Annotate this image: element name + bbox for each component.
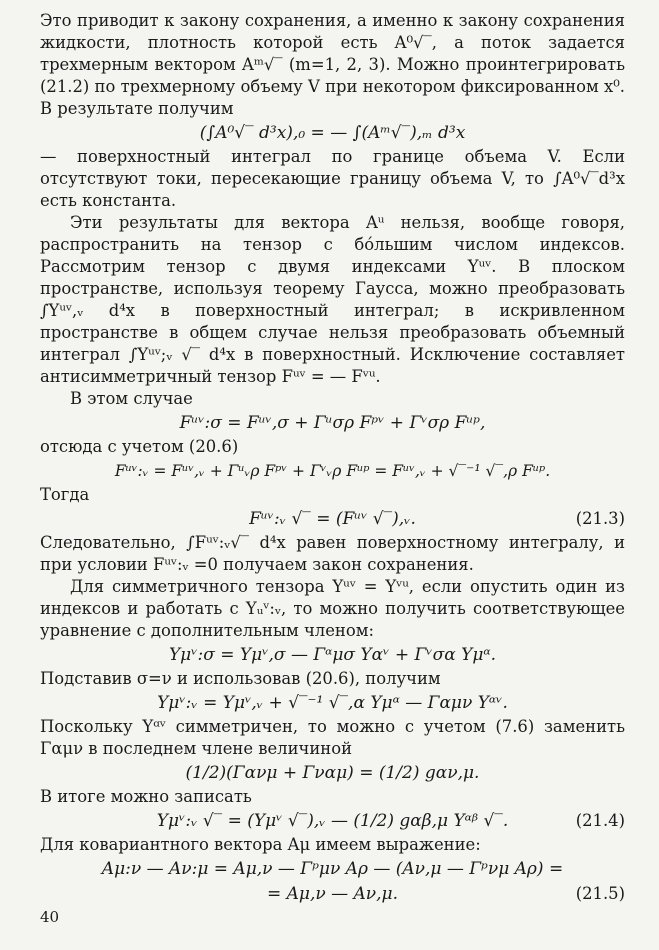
equation-text: Fᵘᵛ:ᵥ √‾ = (Fᵘᵛ √‾),ᵥ.: [249, 509, 416, 529]
equation-text: Yμᵛ:ᵥ √‾ = (Yμᵛ √‾),ᵥ — (1/2) gαβ,μ Yᵅᵝ √‾.: [156, 811, 509, 831]
paragraph: В этом случае: [70, 389, 193, 408]
paragraph: Для симметричного тензора Yᵘᵛ = Yᵛᵘ, если опустить один из индексов и работать с Yᵤᵛ:ᵥ, то можно получить соответствующее уравнение с дополнительным членом:: [40, 577, 625, 640]
page-number: 40: [40, 908, 60, 926]
paragraph: Это приводит к закону сохранения, а именно к закону сохранения жидкости, плотность которой есть A⁰√‾, а поток задается трехмерным вектором Aᵐ√‾ (m=1, 2, 3). Можно проинтегрировать (21.2) по трехмерному объему V при некотором фиксированном x⁰. В результате получим: [40, 11, 625, 118]
equation: [40, 857, 625, 881]
equation-text: (1/2)(Γανμ + Γναμ) = (1/2) gαν,μ.: [185, 763, 480, 783]
paragraph: отсюда с учетом (20.6): [40, 437, 239, 456]
equation-text: = Aμ,ν — Aν,μ.: [267, 884, 398, 904]
equation: [40, 882, 625, 906]
equation-text: Fᵘᵛ:σ = Fᵘᵛ,σ + Γᵘσρ Fᵖᵛ + Γᵛσρ Fᵘᵖ,: [179, 413, 486, 433]
equation: [40, 691, 625, 715]
equation-text: Aμ:ν — Aν:μ = Aμ,ν — Γᵖμν Aρ — (Aν,μ — Γᵖνμ Aρ) =: [101, 859, 564, 879]
equation-text: Yμᵛ:σ = Yμᵛ,σ — Γᵅμσ Yαᵛ + Γᵛσα Yμᵅ.: [168, 645, 497, 665]
equation-number: (21.4): [575, 811, 625, 830]
paragraph: Подставив σ=ν и использовав (20.6), получим: [40, 669, 441, 688]
paragraph: — поверхностный интеграл по границе объема V. Если отсутствуют токи, пересекающие границу объема V, то ∫A⁰√‾d³x есть константа.: [40, 147, 625, 210]
paragraph: Поскольку Yᵅᵛ симметричен, то можно с учетом (7.6) заменить Γαμν в последнем члене величиной: [40, 717, 625, 758]
equation-text: Yμᵛ:ᵥ = Yμᵛ,ᵥ + √‾⁻¹ √‾,α Yμᵅ — Γαμν Yᵅᵛ.: [157, 693, 508, 713]
equation-text: Fᵘᵛ:ᵥ = Fᵘᵛ,ᵥ + Γᵘᵥρ Fᵖᵛ + Γᵛᵥρ Fᵘᵖ = Fᵘᵛ,ᵥ + √‾⁻¹ √‾,ρ Fᵘᵖ.: [114, 462, 551, 480]
equation: [40, 507, 625, 531]
equation-number: (21.3): [575, 509, 625, 528]
paragraph: Тогда: [40, 485, 90, 504]
paragraph: Для ковариантного вектора Aμ имеем выражение:: [40, 835, 481, 854]
equation-number: (21.5): [575, 884, 625, 903]
equation: [40, 411, 625, 435]
equation: [40, 761, 625, 785]
paragraph: В итоге можно записать: [40, 787, 252, 806]
equation: [40, 809, 625, 833]
equation-text: (∫A⁰√‾ d³x),₀ = — ∫(Aᵐ√‾),ₘ d³x: [199, 123, 466, 143]
equation: [40, 459, 625, 483]
equation: [40, 121, 625, 145]
equation: [40, 643, 625, 667]
paragraph: Следовательно, ∫Fᵘᵛ:ᵥ√‾ d⁴x равен поверхностному интегралу, и при условии Fᵘᵛ:ᵥ =0 получаем закон сохранения.: [40, 533, 625, 574]
paragraph: Эти результаты для вектора Aᵘ нельзя, вообще говоря, распространить на тензор с бо́льшим числом индексов. Рассмотрим тензор с двумя индексами Yᵘᵛ. В плоском пространстве, используя теорему Гаусса, можно преобразовать ∫Yᵘᵛ,ᵥ d⁴x в поверхностный интеграл; в искривленном пространстве в общем случае нельзя преобразовать объемный интеграл ∫Yᵘᵛ;ᵥ √‾ d⁴x в поверхностный. Исключение составляет антисимметричный тензор Fᵘᵛ = — Fᵛᵘ.: [40, 213, 625, 386]
